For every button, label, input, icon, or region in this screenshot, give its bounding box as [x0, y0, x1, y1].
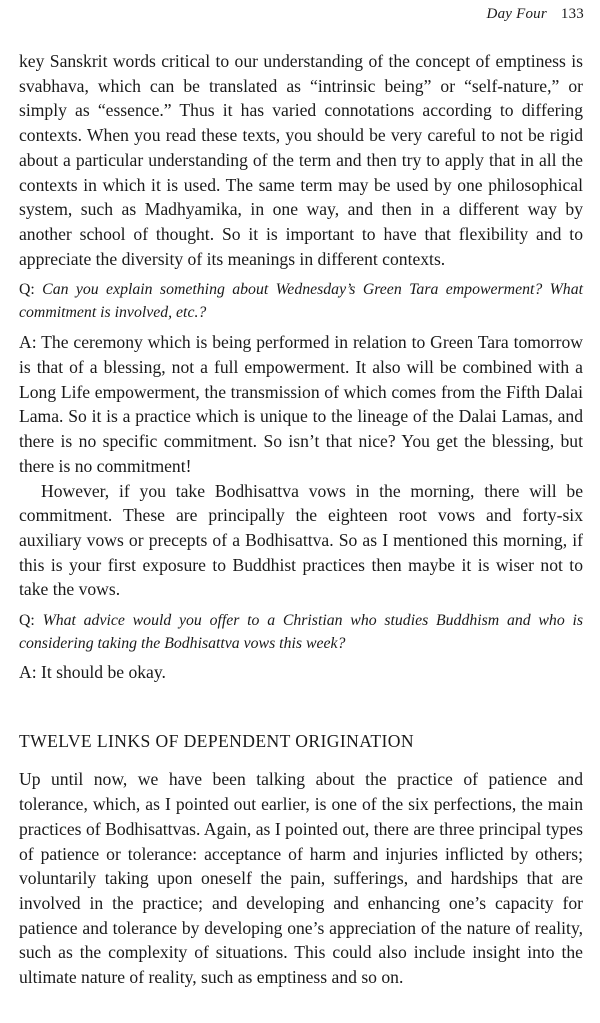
section-heading: TWELVE LINKS OF DEPENDENT ORIGINATION	[19, 730, 414, 751]
question-lead: Q:	[19, 281, 43, 299]
body-paragraph: Up until now, we have been talking about the practice of patience and tolerance, which, as I pointed out earlier, is one of the six perfections, the main practices of Bodhisattvas. Again, as I pointed out, there are three principal types of patience or tolerance: acceptance of harm and injuries inflicted by others; voluntarily taking upon oneself the pain, sufferings, and hardships that are involved in the practice; and developing and enhancing one’s capacity for patience and tolerance by developing one’s appreciation of the nature of reality, such as the complexity of situations. This could also include insight into the ultimate nature of reality, such as emptiness and so on.	[19, 769, 583, 988]
page-content	[19, 49, 583, 990]
answer-continued-paragraph: However, if you take Bodhisattva vows in the morning, there will be commitment. These are principally the eighteen root vows and forty-six auxiliary vows or precepts of a Bodhisattva. So as I mentioned this morning, if this is your first exposure to Buddhist practices then maybe it is wiser not to take the vows.	[19, 480, 583, 600]
answer-paragraph: A: It should be okay.	[19, 662, 166, 683]
question-paragraph	[19, 278, 583, 324]
page-number: 133	[560, 6, 584, 22]
question-lead: Q:	[19, 612, 43, 630]
body-paragraph: key Sanskrit words critical to our understanding of the concept of emptiness is svabhava, which can be translated as “intrinsic being” or “self-nature,” or simply as “essence.” Thus it has varied connotations according to differing contexts. When you read these texts, you should be very careful to not be rigid about a particular understanding of the term and then try to apply that in all the contexts in which it is used. The same term may be used by one philosophical system, such as Madhyamika, in one way, and then in a different way by another school of thought. So it is important to have that flexibility and to appreciate the diversity of its meanings in different contexts.	[19, 51, 583, 269]
answer-paragraph: A: The ceremony which is being performed in relation to Green Tara tomorrow is that of a blessing, not a full empowerment. It also will be combined with a Long Life empowerment, the transmission of which comes from the Fifth Dalai Lama. So it is a practice which is unique to the lineage of the Dalai Lamas, and there is no specific commitment. So isn’t that nice? You get the blessing, but there is no commitment!	[19, 332, 583, 476]
running-head	[487, 6, 584, 23]
question-paragraph	[19, 609, 583, 655]
question-text: What advice would you offer to a Christian who studies Buddhism and who is considering taking the Bodhisattva vows this week?	[19, 612, 584, 653]
running-head-section: Day Four	[486, 6, 547, 22]
question-text: Can you explain something about Wednesday’s Green Tara empowerment? What commitment is involved, etc.?	[19, 281, 583, 322]
